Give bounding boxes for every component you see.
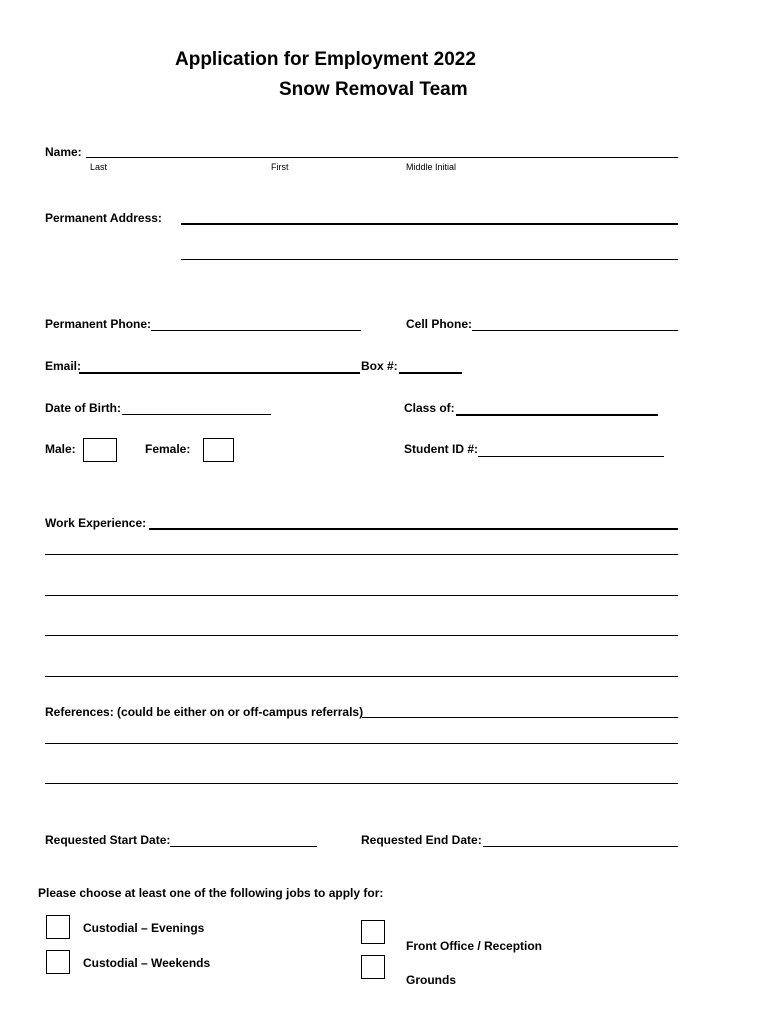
start-date-label: Requested Start Date: <box>45 833 171 847</box>
permanent-phone-field[interactable] <box>151 330 361 331</box>
work-experience-field-line-2[interactable] <box>45 554 678 555</box>
end-date-field[interactable] <box>483 846 678 847</box>
email-field[interactable] <box>79 372 360 374</box>
references-field-line-3[interactable] <box>45 783 678 784</box>
male-label: Male: <box>45 442 76 456</box>
job-label-custodial-weekends: Custodial – Weekends <box>83 956 211 970</box>
name-last-caption: Last <box>90 162 108 172</box>
permanent-phone-label: Permanent Phone: <box>45 317 152 331</box>
address-field-line-2[interactable] <box>181 259 678 260</box>
name-label: Name: <box>45 145 82 159</box>
jobs-prompt: Please choose at least one of the following jobs to apply for: <box>38 886 384 900</box>
name-middle-caption: Middle Initial <box>406 162 457 172</box>
work-experience-field-line-5[interactable] <box>45 676 678 677</box>
box-number-field[interactable] <box>399 372 462 374</box>
male-checkbox[interactable] <box>83 438 117 462</box>
work-experience-label: Work Experience: <box>45 516 147 530</box>
work-experience-field-line-1[interactable] <box>149 528 678 530</box>
job-checkbox-custodial-evenings[interactable] <box>46 915 70 939</box>
student-id-field[interactable] <box>478 456 664 457</box>
box-number-label: Box #: <box>361 359 398 373</box>
end-date-label: Requested End Date: <box>361 833 482 847</box>
job-label-custodial-evenings: Custodial – Evenings <box>83 921 205 935</box>
references-field-line-1[interactable] <box>362 717 678 718</box>
references-field-line-2[interactable] <box>45 743 678 744</box>
class-of-field[interactable] <box>456 414 658 416</box>
name-field[interactable] <box>86 157 678 158</box>
date-of-birth-field[interactable] <box>122 414 271 415</box>
class-of-label: Class of: <box>404 401 455 415</box>
start-date-field[interactable] <box>170 846 317 847</box>
cell-phone-field[interactable] <box>472 330 678 331</box>
job-label-grounds: Grounds <box>406 973 456 987</box>
form-title: Application for Employment 2022 <box>175 49 476 70</box>
work-experience-field-line-3[interactable] <box>45 595 678 596</box>
form-subtitle: Snow Removal Team <box>279 79 468 100</box>
job-checkbox-custodial-weekends[interactable] <box>46 950 70 974</box>
work-experience-field-line-4[interactable] <box>45 635 678 636</box>
job-checkbox-front-office[interactable] <box>361 920 385 944</box>
date-of-birth-label: Date of Birth: <box>45 401 121 415</box>
female-label: Female: <box>145 442 191 456</box>
references-label: References: (could be either on or off-campus referrals) <box>45 705 364 719</box>
job-label-front-office: Front Office / Reception <box>406 939 543 953</box>
job-checkbox-grounds[interactable] <box>361 955 385 979</box>
female-checkbox[interactable] <box>203 438 234 462</box>
email-label: Email: <box>45 359 82 373</box>
address-field-line-1[interactable] <box>181 223 678 225</box>
address-label: Permanent Address: <box>45 211 162 225</box>
name-first-caption: First <box>271 162 289 172</box>
cell-phone-label: Cell Phone: <box>406 317 473 331</box>
student-id-label: Student ID #: <box>404 442 478 456</box>
